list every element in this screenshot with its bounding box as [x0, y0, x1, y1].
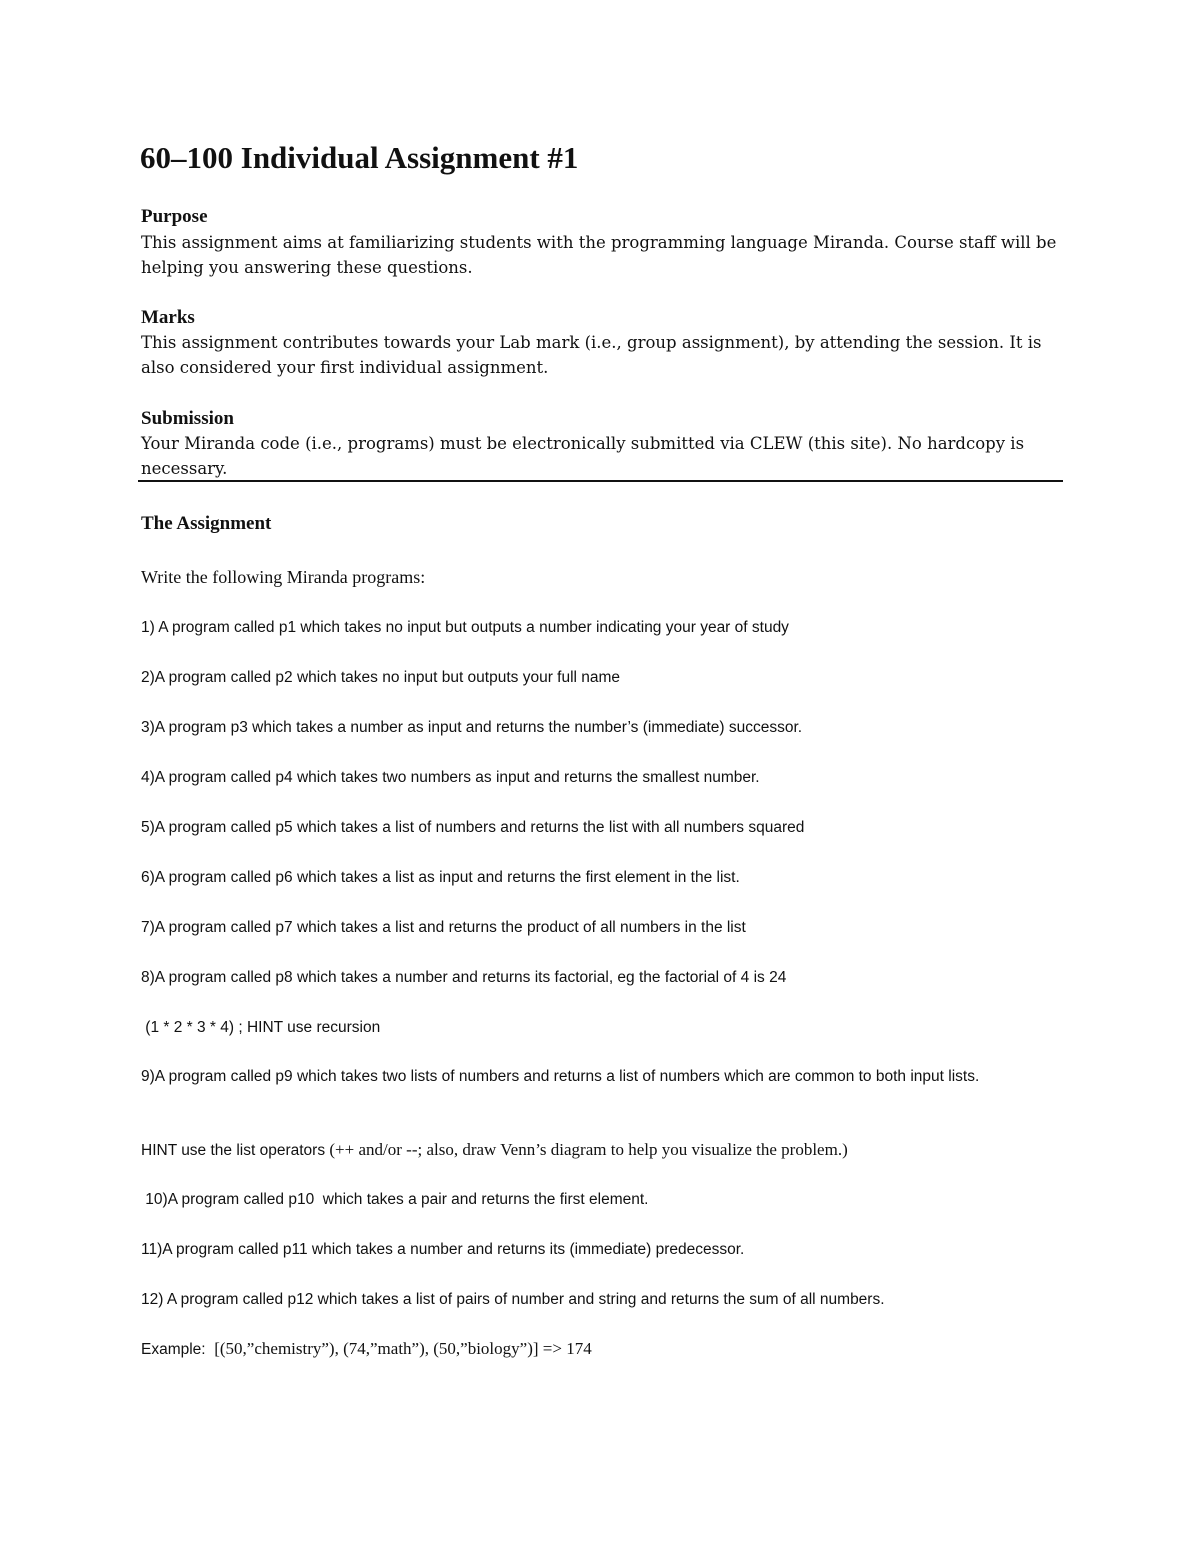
task-item-6: 6)A program called p6 which takes a list as input and returns the first element in the list.: [141, 869, 740, 886]
purpose-heading: Purpose: [141, 206, 208, 227]
example-line: [141, 1337, 592, 1362]
task-9-hint: [141, 1138, 848, 1163]
task-8-hint: (1 * 2 * 3 * 4) ; HINT use recursion: [141, 1019, 381, 1036]
task-item-1: 1) A program called p1 which takes no input but outputs a number indicating your year of study: [141, 619, 789, 636]
task-item-9: 9)A program called p9 which takes two lists of numbers and returns a list of numbers which are common to both input lists.: [141, 1068, 980, 1085]
assignment-intro: Write the following Miranda programs:: [141, 567, 426, 587]
task-item-8: 8)A program called p8 which takes a number and returns its factorial, eg the factorial of 4 is 24: [141, 969, 787, 986]
page-title: 60–100 Individual Assignment #1: [140, 140, 579, 175]
task-item-12: 12) A program called p12 which takes a list of pairs of number and string and returns the sum of all numbers.: [141, 1291, 885, 1308]
example-label: Example:: [141, 1341, 215, 1358]
section-divider: [138, 480, 1063, 482]
task-item-11: 11)A program called p11 which takes a number and returns its (immediate) predecessor.: [141, 1241, 745, 1258]
task-item-2: 2)A program called p2 which takes no input but outputs your full name: [141, 669, 621, 686]
task-item-10: 10)A program called p10 which takes a pair and returns the first element.: [141, 1191, 649, 1208]
task-item-5: 5)A program called p5 which takes a list of numbers and returns the list with all numbers squared: [141, 819, 805, 836]
task-item-7: 7)A program called p7 which takes a list and returns the product of all numbers in the list: [141, 919, 746, 936]
assignment-heading: The Assignment: [141, 513, 272, 534]
example-value: [(50,”chemistry”), (74,”math”), (50,”biology”)] => 174: [214, 1339, 592, 1358]
hint-prefix: HINT use the list operators: [141, 1142, 330, 1159]
marks-text: This assignment contributes towards your Lab mark (i.e., group assignment), by attending the session. It is also considered your first individual assignment.: [141, 333, 1042, 377]
purpose-text: This assignment aims at familiarizing students with the programming language Miranda. Course staff will be helping you answering these questions.: [141, 233, 1057, 277]
submission-text: Your Miranda code (i.e., programs) must be electronically submitted via CLEW (this site). No hardcopy is necessary.: [141, 434, 1025, 478]
hint-rest: (++ and/or --; also, draw Venn’s diagram to help you visualize the problem.): [329, 1140, 848, 1159]
marks-heading: Marks: [141, 307, 195, 328]
task-item-3: 3)A program p3 which takes a number as input and returns the number’s (immediate) successor.: [141, 719, 803, 736]
submission-heading: Submission: [141, 408, 234, 429]
task-item-4: 4)A program called p4 which takes two numbers as input and returns the smallest number.: [141, 769, 760, 786]
